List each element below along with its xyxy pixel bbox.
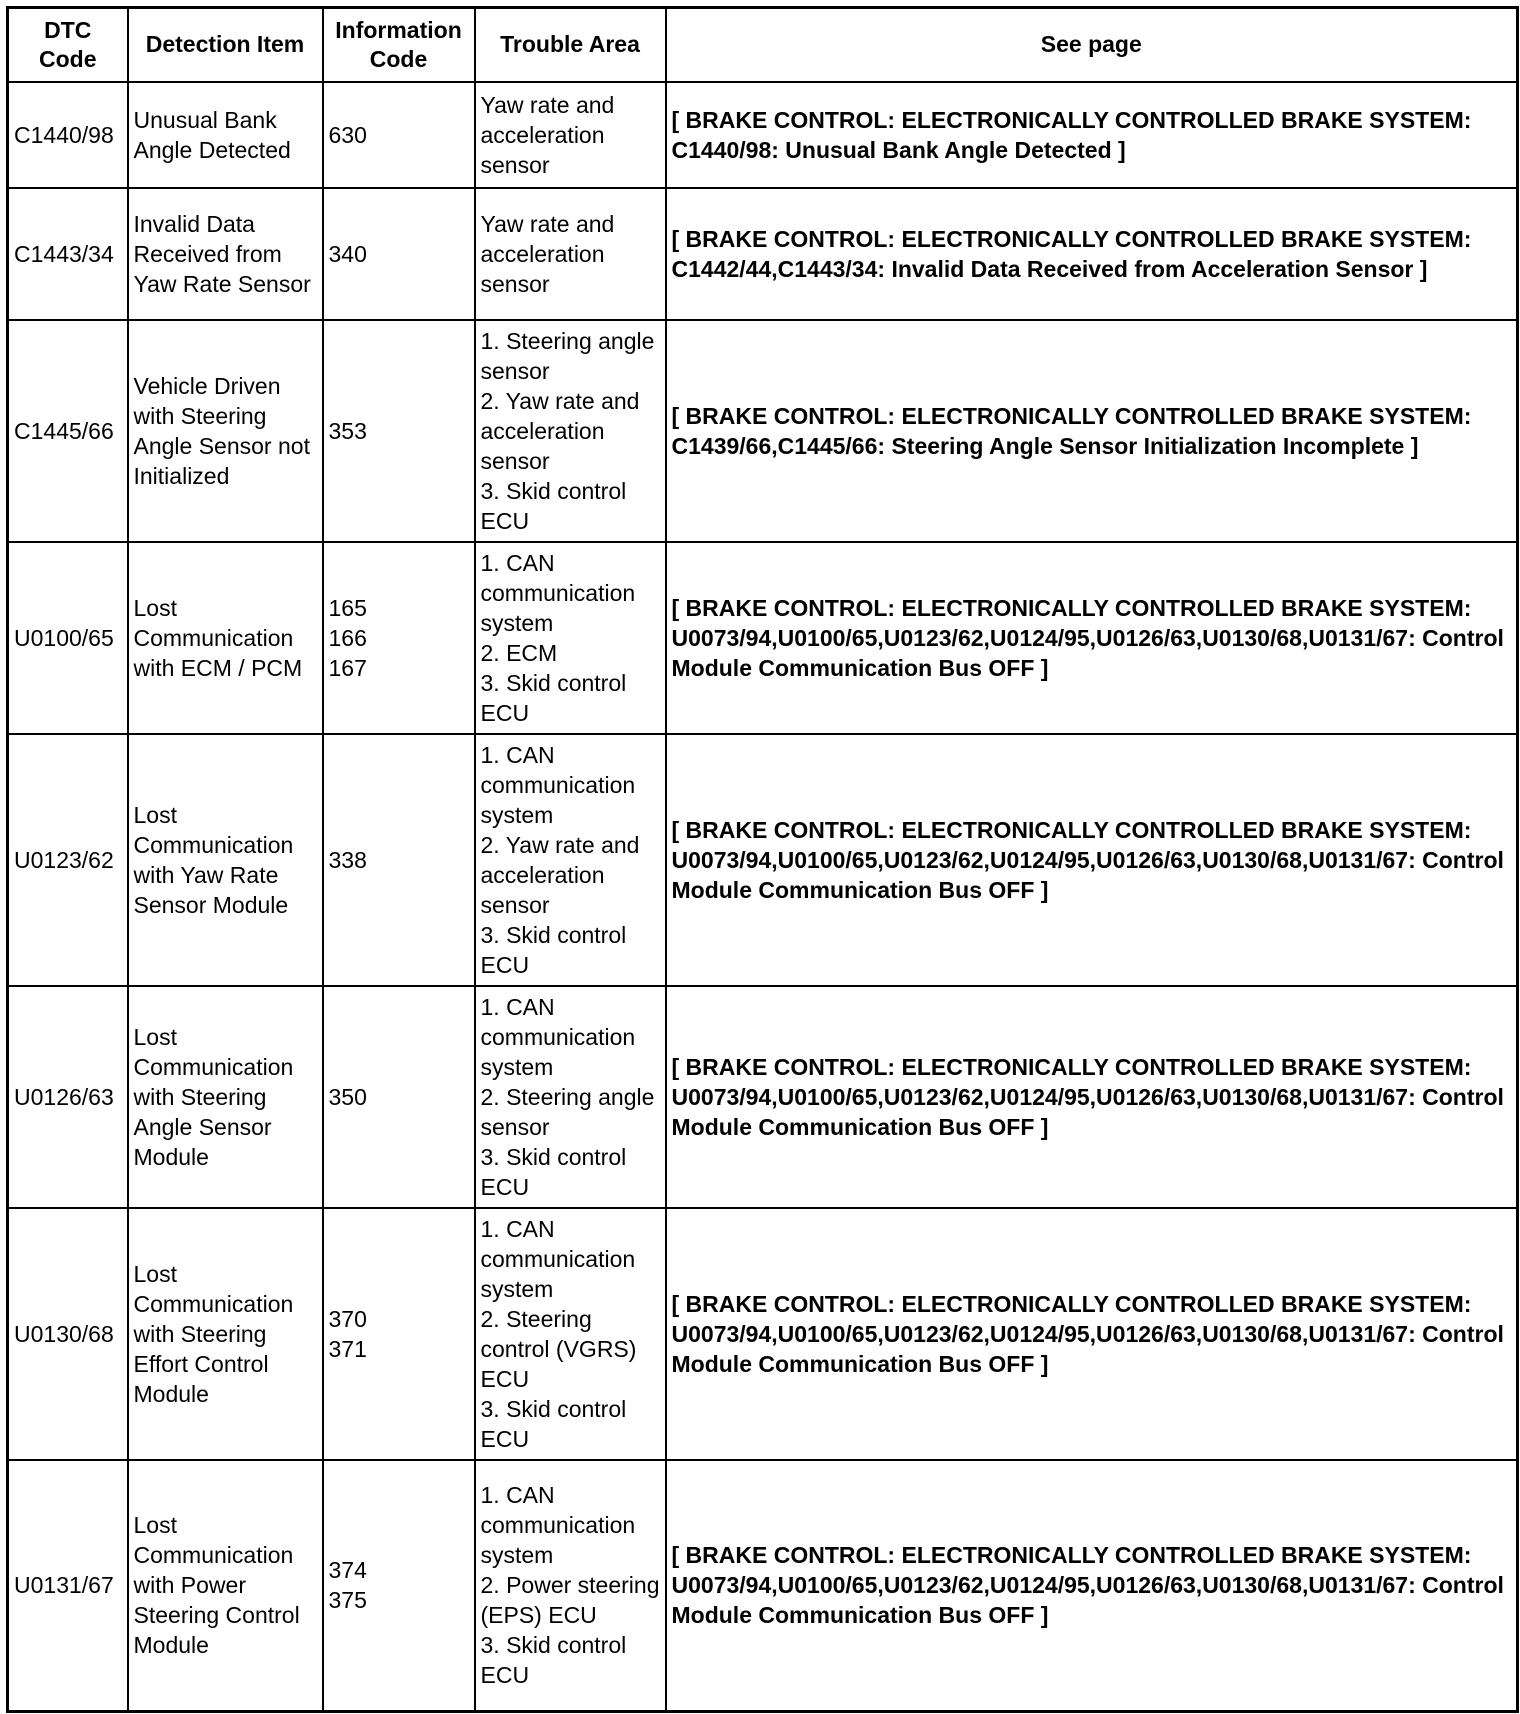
detection-item: Vehicle Driven with Steering Angle Sensor not Initialized <box>133 372 310 489</box>
dtc-code-cell <box>8 734 128 986</box>
detection-item-cell <box>128 188 323 320</box>
trouble-area-item: 2. ECM <box>480 639 558 666</box>
information-code: 370 <box>328 1305 367 1332</box>
information-code-cell <box>323 82 475 188</box>
information-code: 630 <box>328 121 367 148</box>
dtc-code: U0100/65 <box>14 624 114 651</box>
information-code: 353 <box>328 417 367 444</box>
dtc-code: U0126/63 <box>14 1083 114 1110</box>
trouble-area-item: Yaw rate and acceleration sensor <box>480 91 615 178</box>
dtc-code: U0123/62 <box>14 846 114 873</box>
detection-item-cell <box>128 82 323 188</box>
information-code-cell <box>323 320 475 542</box>
trouble-area-cell <box>475 1460 666 1712</box>
see-page-link[interactable]: [ BRAKE CONTROL: ELECTRONICALLY CONTROLLED BRAKE SYSTEM: C1442/44,C1443/34: Invalid Data Received from Acceleration Sensor ] <box>671 225 1472 282</box>
information-code: 340 <box>328 240 367 267</box>
detection-item-cell <box>128 320 323 542</box>
see-page-link[interactable]: [ BRAKE CONTROL: ELECTRONICALLY CONTROLLED BRAKE SYSTEM: C1439/66,C1445/66: Steering Angle Sensor Initialization Incomplete ] <box>671 402 1472 459</box>
header-information-code: Information Code <box>323 8 475 82</box>
detection-item: Lost Communication with Power Steering Control Module <box>133 1512 300 1659</box>
see-page-link[interactable]: [ BRAKE CONTROL: ELECTRONICALLY CONTROLLED BRAKE SYSTEM: U0073/94,U0100/65,U0123/62,U0124/95,U0126/63,U0130/68,U0131/67: Control Module Communication Bus OFF ] <box>671 594 1504 681</box>
detection-item: Unusual Bank Angle Detected <box>133 106 291 163</box>
dtc-code: C1440/98 <box>14 121 114 148</box>
see-page-link[interactable]: [ BRAKE CONTROL: ELECTRONICALLY CONTROLLED BRAKE SYSTEM: C1440/98: Unusual Bank Angle Detected ] <box>671 106 1472 163</box>
detection-item: Invalid Data Received from Yaw Rate Sensor <box>133 210 311 297</box>
detection-item: Lost Communication with Yaw Rate Sensor Module <box>133 801 294 918</box>
dtc-code-cell <box>8 82 128 188</box>
table-row <box>8 734 1518 986</box>
table-row <box>8 1208 1518 1460</box>
information-code: 375 <box>328 1587 367 1614</box>
trouble-area-item: 1. CAN communication system <box>480 1482 636 1569</box>
trouble-area-item: 2. Power steering (EPS) ECU <box>480 1572 660 1629</box>
trouble-area-item: 2. Steering control (VGRS) ECU <box>480 1305 637 1392</box>
trouble-area-item: 3. Skid control ECU <box>480 921 627 978</box>
trouble-area-cell <box>475 1208 666 1460</box>
header-dtc-code: DTC Code <box>8 8 128 82</box>
dtc-code: U0130/68 <box>14 1320 114 1347</box>
trouble-area-item: 2. Yaw rate and acceleration sensor <box>480 387 640 474</box>
see-page-cell <box>666 734 1518 986</box>
information-code: 166 <box>328 624 367 651</box>
see-page-cell <box>666 82 1518 188</box>
see-page-cell <box>666 188 1518 320</box>
detection-item-cell <box>128 542 323 734</box>
detection-item-cell <box>128 986 323 1208</box>
trouble-area-item: 1. Steering angle sensor <box>480 327 655 384</box>
trouble-area-item: Yaw rate and acceleration sensor <box>480 210 615 297</box>
dtc-code: C1445/66 <box>14 417 114 444</box>
trouble-area-item: 2. Steering angle sensor <box>480 1083 655 1140</box>
information-code-cell <box>323 1208 475 1460</box>
information-code-cell <box>323 542 475 734</box>
table-row <box>8 542 1518 734</box>
trouble-area-item: 1. CAN communication system <box>480 741 636 828</box>
dtc-code-cell <box>8 1460 128 1712</box>
detection-item-cell <box>128 1460 323 1712</box>
table-row <box>8 986 1518 1208</box>
see-page-link[interactable]: [ BRAKE CONTROL: ELECTRONICALLY CONTROLLED BRAKE SYSTEM: U0073/94,U0100/65,U0123/62,U0124/95,U0126/63,U0130/68,U0131/67: Control Module Communication Bus OFF ] <box>671 1053 1504 1140</box>
trouble-area-item: 3. Skid control ECU <box>480 669 627 726</box>
dtc-code: C1443/34 <box>14 240 114 267</box>
detection-item: Lost Communication with Steering Effort Control Module <box>133 1260 294 1407</box>
information-code-cell <box>323 1460 475 1712</box>
dtc-table <box>6 6 1519 1713</box>
trouble-area-cell <box>475 320 666 542</box>
dtc-code-cell <box>8 542 128 734</box>
dtc-code-cell <box>8 986 128 1208</box>
detection-item: Lost Communication with Steering Angle Sensor Module <box>133 1023 294 1170</box>
detection-item-cell <box>128 734 323 986</box>
header-see-page: See page <box>666 8 1518 82</box>
trouble-area-cell <box>475 82 666 188</box>
header-row <box>8 8 1518 82</box>
trouble-area-item: 3. Skid control ECU <box>480 477 627 534</box>
header-detection-item: Detection Item <box>128 8 323 82</box>
table-row <box>8 1460 1518 1712</box>
table-row <box>8 82 1518 188</box>
information-code: 338 <box>328 846 367 873</box>
header-trouble-area: Trouble Area <box>475 8 666 82</box>
detection-item-cell <box>128 1208 323 1460</box>
trouble-area-item: 1. CAN communication system <box>480 993 636 1080</box>
trouble-area-item: 3. Skid control ECU <box>480 1632 627 1689</box>
see-page-cell <box>666 1460 1518 1712</box>
trouble-area-item: 1. CAN communication system <box>480 549 636 636</box>
trouble-area-cell <box>475 986 666 1208</box>
information-code-cell <box>323 188 475 320</box>
dtc-code-cell <box>8 320 128 542</box>
see-page-cell <box>666 986 1518 1208</box>
see-page-link[interactable]: [ BRAKE CONTROL: ELECTRONICALLY CONTROLLED BRAKE SYSTEM: U0073/94,U0100/65,U0123/62,U0124/95,U0126/63,U0130/68,U0131/67: Control Module Communication Bus OFF ] <box>671 816 1504 903</box>
see-page-link[interactable]: [ BRAKE CONTROL: ELECTRONICALLY CONTROLLED BRAKE SYSTEM: U0073/94,U0100/65,U0123/62,U0124/95,U0126/63,U0130/68,U0131/67: Control Module Communication Bus OFF ] <box>671 1290 1504 1377</box>
detection-item: Lost Communication with ECM / PCM <box>133 594 303 681</box>
table-row <box>8 188 1518 320</box>
trouble-area-cell <box>475 188 666 320</box>
dtc-table-page <box>6 6 1519 1713</box>
dtc-code-cell <box>8 188 128 320</box>
trouble-area-item: 1. CAN communication system <box>480 1215 636 1302</box>
see-page-cell <box>666 1208 1518 1460</box>
table-row <box>8 320 1518 542</box>
see-page-cell <box>666 542 1518 734</box>
trouble-area-cell <box>475 734 666 986</box>
dtc-code-cell <box>8 1208 128 1460</box>
information-code: 374 <box>328 1557 367 1584</box>
information-code-cell <box>323 986 475 1208</box>
trouble-area-item: 3. Skid control ECU <box>480 1143 627 1200</box>
see-page-link[interactable]: [ BRAKE CONTROL: ELECTRONICALLY CONTROLLED BRAKE SYSTEM: U0073/94,U0100/65,U0123/62,U0124/95,U0126/63,U0130/68,U0131/67: Control Module Communication Bus OFF ] <box>671 1542 1504 1629</box>
information-code: 350 <box>328 1083 367 1110</box>
information-code: 165 <box>328 594 367 621</box>
trouble-area-item: 3. Skid control ECU <box>480 1395 627 1452</box>
information-code-cell <box>323 734 475 986</box>
dtc-code: U0131/67 <box>14 1572 114 1599</box>
see-page-cell <box>666 320 1518 542</box>
trouble-area-item: 2. Yaw rate and acceleration sensor <box>480 831 640 918</box>
information-code: 167 <box>328 654 367 681</box>
information-code: 371 <box>328 1335 367 1362</box>
trouble-area-cell <box>475 542 666 734</box>
